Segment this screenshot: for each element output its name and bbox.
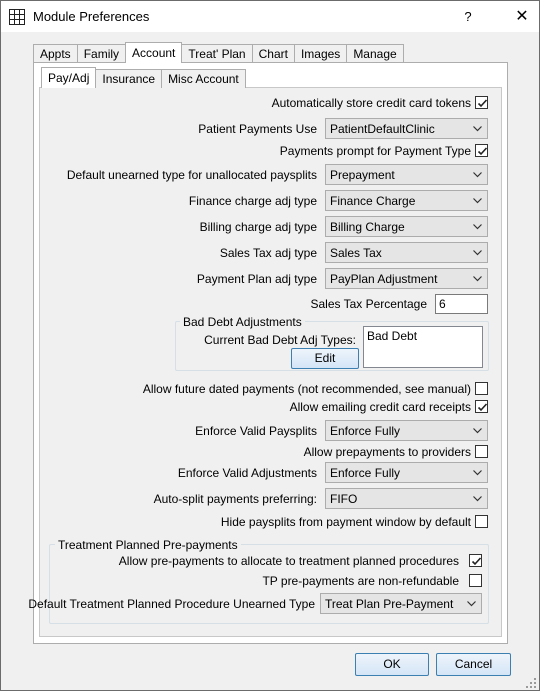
billing-charge-value: Billing Charge [330, 220, 405, 234]
tp-default-unearned-value: Treat Plan Pre-Payment [325, 597, 454, 611]
chevron-down-icon [473, 470, 482, 476]
finance-charge-value: Finance Charge [330, 194, 416, 208]
enforce-adjustments-label: Enforce Valid Adjustments [177, 466, 317, 480]
patient-payments-use-label: Patient Payments Use [198, 122, 317, 136]
tab-pay-adj[interactable]: Pay/Adj [41, 67, 96, 88]
payment-plan-value: PayPlan Adjustment [330, 272, 438, 286]
enforce-paysplits-combo[interactable] [325, 420, 488, 441]
tab-account[interactable]: Account [125, 42, 182, 63]
payment-plan-label: Payment Plan adj type [196, 272, 317, 286]
allow-email-receipts-checkbox[interactable] [475, 400, 488, 413]
sales-tax-label: Sales Tax adj type [219, 246, 317, 260]
bad-debt-edit-button[interactable]: Edit [291, 348, 359, 369]
title-bar [1, 1, 539, 32]
grid-app-icon [9, 9, 25, 25]
default-unearned-combo[interactable] [325, 164, 488, 185]
chevron-down-icon [467, 601, 476, 607]
payment-plan-combo[interactable] [325, 268, 488, 289]
allow-future-checkbox[interactable] [475, 382, 488, 395]
tp-default-unearned-label: Default Treatment Planned Procedure Unearned Type [28, 597, 315, 611]
tab-chart[interactable]: Chart [252, 44, 295, 63]
chevron-down-icon [473, 126, 482, 132]
billing-charge-label: Billing charge adj type [199, 220, 317, 234]
checkmark-icon [476, 401, 489, 414]
checkmark-icon [476, 145, 489, 158]
enforce-adjustments-combo[interactable] [325, 462, 488, 483]
resize-grip-icon[interactable] [525, 677, 537, 689]
patient-payments-use-combo[interactable] [325, 118, 488, 139]
list-item[interactable]: Bad Debt [367, 329, 418, 343]
chevron-down-icon [473, 496, 482, 502]
tp-non-refundable-checkbox[interactable] [469, 574, 482, 587]
auto-store-cc-label: Automatically store credit card tokens [271, 96, 471, 110]
default-unearned-label: Default unearned type for unallocated paysplits [66, 168, 317, 182]
chevron-down-icon [473, 428, 482, 434]
sales-tax-value: Sales Tax [330, 246, 382, 260]
ok-button[interactable]: OK [355, 653, 429, 676]
enforce-paysplits-label: Enforce Valid Paysplits [195, 424, 317, 438]
window-title: Module Preferences [33, 9, 150, 24]
enforce-paysplits-value: Enforce Fully [330, 424, 401, 438]
tab-images[interactable]: Images [294, 44, 347, 63]
tab-manage[interactable]: Manage [346, 44, 403, 63]
default-unearned-value: Prepayment [330, 168, 395, 182]
help-button[interactable]: ? [464, 9, 472, 24]
payments-prompt-label: Payments prompt for Payment Type [279, 144, 471, 158]
sales-tax-combo[interactable] [325, 242, 488, 263]
hide-paysplits-label: Hide paysplits from payment window by default [220, 515, 471, 529]
auto-split-value: FIFO [330, 492, 358, 506]
close-button[interactable]: ✕ [515, 8, 529, 25]
auto-store-cc-checkbox[interactable] [475, 96, 488, 109]
bad-debt-current-label: Current Bad Debt Adj Types: [204, 333, 356, 347]
sales-tax-pct-label: Sales Tax Percentage [310, 297, 427, 311]
tp-default-unearned-combo[interactable] [320, 593, 482, 614]
chevron-down-icon [473, 224, 482, 230]
allow-prepay-providers-label: Allow prepayments to providers [303, 445, 471, 459]
tp-prepayments-group-title: Treatment Planned Pre-payments [55, 538, 241, 552]
tp-allow-allocate-label: Allow pre-payments to allocate to treatment planned procedures [118, 554, 459, 568]
hide-paysplits-checkbox[interactable] [475, 515, 488, 528]
bad-debt-types-list[interactable] [363, 326, 483, 368]
tab-treat-plan[interactable]: Treat' Plan [181, 44, 252, 63]
outer-tab-strip [33, 43, 403, 63]
allow-prepay-providers-checkbox[interactable] [475, 445, 488, 458]
checkmark-icon [476, 97, 489, 110]
inner-tab-strip [41, 68, 245, 88]
allow-future-label: Allow future dated payments (not recommended, see manual) [142, 382, 471, 396]
auto-split-label: Auto-split payments preferring: [153, 492, 317, 506]
cancel-button[interactable]: Cancel [436, 653, 511, 676]
tp-non-refundable-label: TP pre-payments are non-refundable [262, 574, 459, 588]
tab-family[interactable]: Family [77, 44, 126, 63]
enforce-adjustments-value: Enforce Fully [330, 466, 401, 480]
chevron-down-icon [473, 276, 482, 282]
sales-tax-pct-input[interactable]: 6 [435, 294, 488, 314]
billing-charge-combo[interactable] [325, 216, 488, 237]
finance-charge-combo[interactable] [325, 190, 488, 211]
chevron-down-icon [473, 198, 482, 204]
patient-payments-use-value: PatientDefaultClinic [330, 122, 435, 136]
chevron-down-icon [473, 250, 482, 256]
checkmark-icon [470, 555, 483, 568]
tab-appts[interactable]: Appts [33, 44, 78, 63]
finance-charge-label: Finance charge adj type [188, 194, 317, 208]
tab-insurance[interactable]: Insurance [95, 69, 162, 88]
bad-debt-group-title: Bad Debt Adjustments [180, 315, 305, 329]
chevron-down-icon [473, 172, 482, 178]
allow-email-receipts-label: Allow emailing credit card receipts [289, 400, 471, 414]
tab-misc-account[interactable]: Misc Account [161, 69, 246, 88]
payments-prompt-checkbox[interactable] [475, 144, 488, 157]
auto-split-combo[interactable] [325, 488, 488, 509]
tp-allow-allocate-checkbox[interactable] [469, 554, 482, 567]
